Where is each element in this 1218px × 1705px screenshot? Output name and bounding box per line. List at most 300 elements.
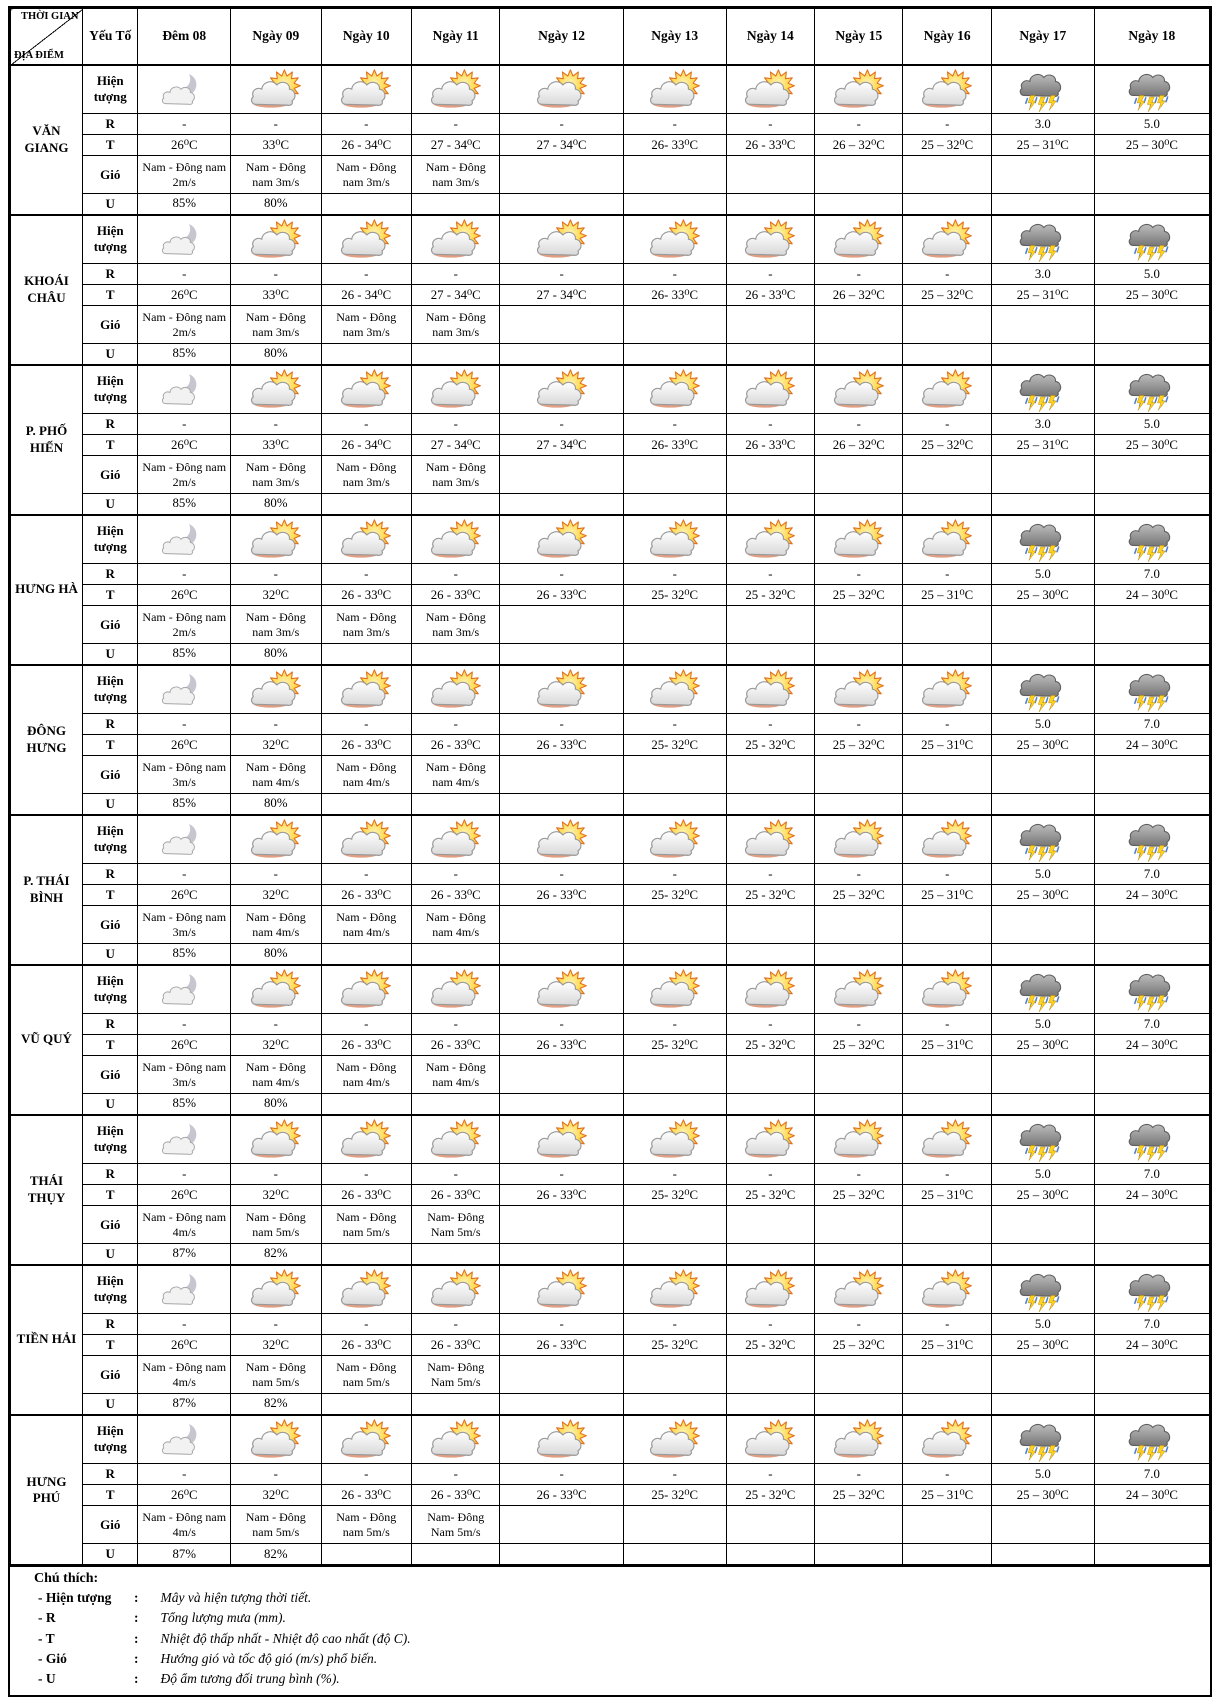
temp-value: 25 - 32⁰C [726,1035,814,1056]
temp-value: 27 - 34⁰C [412,435,500,456]
temp-value: 26 - 33⁰C [500,585,623,606]
sun-cloud-icon [429,669,483,711]
rain-value: - [726,414,814,435]
temp-value: 25 – 32⁰C [903,435,991,456]
phenomenon-cell [138,365,231,414]
phenomenon-cell [321,665,411,714]
humidity-value [412,644,500,665]
humidity-value [726,944,814,965]
humidity-value [321,1094,411,1115]
temp-value: 26⁰C [138,1035,231,1056]
temp-value: 32⁰C [231,735,321,756]
sun-cloud-icon [832,1119,886,1161]
sun-cloud-icon [832,969,886,1011]
humidity-value: 80% [231,344,321,365]
rain-value: 5.0 [991,1164,1094,1185]
phenomenon-cell [321,365,411,414]
temp-value: 26 - 34⁰C [321,435,411,456]
wind-value [623,1506,726,1544]
humidity-value [815,194,903,215]
phenomenon-cell [138,665,231,714]
factor-label: U [82,644,138,665]
temp-value: 32⁰C [231,1185,321,1206]
phenomenon-cell [903,1265,991,1314]
factor-label: Gió [82,1506,138,1544]
factor-label: Hiện tượng [82,1115,138,1164]
wind-value [1094,606,1209,644]
humidity-value [321,494,411,515]
rain-value: - [231,1014,321,1035]
sun-cloud-icon [920,1269,974,1311]
phenomenon-cell [321,965,411,1014]
wind-value [1094,1056,1209,1094]
wind-value [500,1056,623,1094]
rain-value: 5.0 [991,864,1094,885]
temp-value: 26- 33⁰C [623,285,726,306]
sun-cloud-icon [339,219,393,261]
factor-label: Hiện tượng [82,215,138,264]
factor-label: U [82,1394,138,1415]
factor-label: R [82,1314,138,1335]
humidity-value [412,1544,500,1565]
sun-cloud-icon [832,819,886,861]
rain-value: 3.0 [991,264,1094,285]
wind-value [1094,156,1209,194]
rain-value: - [623,264,726,285]
moon-cloud-icon [162,372,206,408]
legend-colon: : [134,1610,139,1626]
temp-value: 26 - 33⁰C [321,1485,411,1506]
wind-value [726,1206,814,1244]
day-header: Ngày 10 [321,9,411,65]
humidity-value [991,644,1094,665]
phenomenon-cell [815,1415,903,1464]
phenomenon-cell [231,215,321,264]
wind-value [815,1056,903,1094]
sun-cloud-icon [535,1119,589,1161]
location-name: ĐÔNG HƯNG [11,665,83,815]
temp-value: 25 – 31⁰C [903,885,991,906]
wind-value [903,906,991,944]
rain-value: - [231,1164,321,1185]
wind-value [623,156,726,194]
temp-value: 25 - 32⁰C [726,885,814,906]
humidity-value [903,1094,991,1115]
humidity-value [500,794,623,815]
phenomenon-cell [231,1265,321,1314]
wind-value [623,756,726,794]
wind-value: Nam - Đông nam 4m/s [138,1356,231,1394]
humidity-value: 80% [231,794,321,815]
phenomenon-cell [726,1115,814,1164]
humidity-value [726,794,814,815]
rain-value: - [321,1464,411,1485]
sun-cloud-icon [743,69,797,111]
wind-value [991,1206,1094,1244]
wind-value [991,156,1094,194]
sun-cloud-icon [743,969,797,1011]
wind-value [815,1356,903,1394]
temp-value: 26 - 33⁰C [321,1185,411,1206]
humidity-value [623,1244,726,1265]
sun-cloud-icon [535,1269,589,1311]
storm-rain-icon [1018,67,1068,113]
phenomenon-cell [726,365,814,414]
temp-value: 32⁰C [231,1335,321,1356]
wind-value [815,906,903,944]
phenomenon-cell [815,815,903,864]
temp-value: 24 – 30⁰C [1094,1035,1209,1056]
humidity-value [623,344,726,365]
phenomenon-cell [500,1115,623,1164]
moon-cloud-icon [162,222,206,258]
temp-value: 27 - 34⁰C [500,435,623,456]
humidity-value [726,1094,814,1115]
rain-value: - [500,1164,623,1185]
humidity-value: 82% [231,1244,321,1265]
rain-value: - [903,714,991,735]
rain-value: - [138,1464,231,1485]
humidity-value [412,944,500,965]
forecast-table [10,8,1210,1565]
temp-value: 26⁰C [138,435,231,456]
temp-value: 26- 33⁰C [623,135,726,156]
sun-cloud-icon [920,969,974,1011]
temp-value: 25 – 31⁰C [991,135,1094,156]
wind-value [1094,906,1209,944]
wind-value [623,1206,726,1244]
temp-value: 26⁰C [138,1185,231,1206]
temp-value: 26 - 33⁰C [500,1035,623,1056]
day-header: Ngày 16 [903,9,991,65]
legend-colon: : [134,1630,139,1646]
humidity-value [623,944,726,965]
storm-rain-icon [1018,367,1068,413]
temp-value: 24 – 30⁰C [1094,735,1209,756]
rain-value: - [412,414,500,435]
legend-title: Chú thích: [34,1571,99,1586]
wind-value [1094,756,1209,794]
rain-value: 5.0 [1094,414,1209,435]
temp-value: 26⁰C [138,135,231,156]
wind-value [500,456,623,494]
phenomenon-cell [726,665,814,714]
rain-value: - [623,114,726,135]
sun-cloud-icon [648,219,702,261]
temp-value: 25 – 32⁰C [903,135,991,156]
wind-value: Nam - Đông nam 2m/s [138,156,231,194]
humidity-value: 80% [231,194,321,215]
rain-value: - [500,1464,623,1485]
temp-value: 25 - 32⁰C [726,735,814,756]
temp-value: 25 – 30⁰C [991,1335,1094,1356]
temp-value: 25- 32⁰C [623,1035,726,1056]
storm-rain-icon [1127,967,1177,1013]
day-header: Ngày 09 [231,9,321,65]
sun-cloud-icon [920,1419,974,1461]
day-header: Ngày 15 [815,9,903,65]
wind-value: Nam - Đông nam 3m/s [231,156,321,194]
storm-rain-icon [1127,667,1177,713]
rain-value: 5.0 [991,1464,1094,1485]
rain-value: - [321,1164,411,1185]
sun-cloud-icon [535,669,589,711]
humidity-value [815,1094,903,1115]
wind-value: Nam - Đông nam 5m/s [231,1206,321,1244]
temp-value: 25 – 32⁰C [815,585,903,606]
wind-value [500,606,623,644]
phenomenon-cell [726,815,814,864]
wind-value [1094,1506,1209,1544]
temp-value: 27 - 34⁰C [412,135,500,156]
rain-value: 7.0 [1094,1164,1209,1185]
humidity-value [726,344,814,365]
sun-cloud-icon [648,1419,702,1461]
wind-value [500,156,623,194]
temp-value: 24 – 30⁰C [1094,885,1209,906]
temp-value: 32⁰C [231,585,321,606]
location-name: KHOÁI CHÂU [11,215,83,365]
phenomenon-cell [903,1415,991,1464]
factor-label: U [82,344,138,365]
temp-value: 26 - 33⁰C [500,1485,623,1506]
temp-value: 25 – 31⁰C [903,1185,991,1206]
temp-value: 26- 33⁰C [623,435,726,456]
rain-value: - [903,864,991,885]
factor-label: U [82,944,138,965]
temp-value: 26 - 33⁰C [412,1485,500,1506]
temp-value: 25- 32⁰C [623,885,726,906]
rain-value: - [412,1314,500,1335]
temp-value: 25 – 31⁰C [903,1035,991,1056]
rain-value: - [726,864,814,885]
phenomenon-cell [1094,215,1209,264]
humidity-value [321,1244,411,1265]
wind-value: Nam- Đông Nam 5m/s [412,1506,500,1544]
rain-value: - [500,564,623,585]
phenomenon-cell [726,65,814,114]
sun-cloud-icon [743,819,797,861]
phenomenon-cell [321,515,411,564]
rain-value: - [412,714,500,735]
humidity-value: 85% [138,1094,231,1115]
sun-cloud-icon [339,1269,393,1311]
legend-item [38,1629,1200,1649]
rain-value: - [623,564,726,585]
factor-label: R [82,864,138,885]
temp-value: 25- 32⁰C [623,1185,726,1206]
temp-value: 24 – 30⁰C [1094,1335,1209,1356]
humidity-value [1094,344,1209,365]
phenomenon-cell [231,665,321,714]
rain-value: - [815,114,903,135]
sun-cloud-icon [648,369,702,411]
phenomenon-cell [815,65,903,114]
legend-item [38,1669,1200,1689]
factor-label: U [82,794,138,815]
temp-value: 26⁰C [138,1335,231,1356]
temp-value: 26 - 33⁰C [321,585,411,606]
phenomenon-cell [412,65,500,114]
phenomenon-cell [231,65,321,114]
humidity-value [412,494,500,515]
rain-value: 5.0 [991,564,1094,585]
humidity-value [903,944,991,965]
sun-cloud-icon [429,519,483,561]
humidity-value [903,194,991,215]
humidity-value [903,1244,991,1265]
rain-value: - [412,1464,500,1485]
rain-value: - [815,1014,903,1035]
wind-value: Nam - Đông nam 3m/s [231,456,321,494]
humidity-value [321,1394,411,1415]
phenomenon-cell [231,965,321,1014]
rain-value: - [726,1014,814,1035]
moon-cloud-icon [162,1422,206,1458]
wind-value [815,306,903,344]
moon-cloud-icon [162,972,206,1008]
phenomenon-cell [412,215,500,264]
factor-label: Hiện tượng [82,1415,138,1464]
humidity-value [1094,494,1209,515]
rain-value: - [623,1314,726,1335]
phenomenon-cell [231,365,321,414]
rain-value: - [138,1314,231,1335]
temp-value: 25- 32⁰C [623,585,726,606]
phenomenon-cell [321,1415,411,1464]
sun-cloud-icon [832,1269,886,1311]
wind-value: Nam- Đông Nam 5m/s [412,1206,500,1244]
sun-cloud-icon [249,69,303,111]
wind-value: Nam - Đông nam 3m/s [138,756,231,794]
wind-value: Nam - Đông nam 3m/s [412,456,500,494]
temp-value: 25 – 31⁰C [903,585,991,606]
wind-value [726,456,814,494]
temp-value: 25 - 32⁰C [726,1335,814,1356]
sun-cloud-icon [648,669,702,711]
sun-cloud-icon [249,1119,303,1161]
storm-rain-icon [1018,817,1068,863]
phenomenon-cell [1094,665,1209,714]
phenomenon-cell [815,1265,903,1314]
location-name: VĂN GIANG [11,65,83,215]
humidity-value [623,1544,726,1565]
sun-cloud-icon [339,969,393,1011]
wind-value [500,1356,623,1394]
rain-value: - [412,864,500,885]
factor-label: T [82,435,138,456]
phenomenon-cell [903,1115,991,1164]
temp-value: 25 - 32⁰C [726,585,814,606]
factor-label: R [82,564,138,585]
wind-value: Nam - Đông nam 3m/s [412,306,500,344]
rain-value: - [412,564,500,585]
storm-rain-icon [1127,1417,1177,1463]
factor-label: U [82,194,138,215]
temp-value: 26 – 32⁰C [815,435,903,456]
legend-item [38,1649,1200,1669]
rain-value: - [138,864,231,885]
wind-value [991,1356,1094,1394]
humidity-value [815,644,903,665]
factor-label: T [82,735,138,756]
humidity-value [321,1544,411,1565]
humidity-value [321,344,411,365]
wind-value [815,1206,903,1244]
temp-value: 33⁰C [231,285,321,306]
humidity-value [991,1244,1094,1265]
sun-cloud-icon [339,69,393,111]
rain-value: - [231,1464,321,1485]
wind-value [991,906,1094,944]
factor-label: Gió [82,1056,138,1094]
wind-value: Nam - Đông nam 4m/s [138,1506,231,1544]
storm-rain-icon [1018,1267,1068,1313]
sun-cloud-icon [648,69,702,111]
temp-value: 26 - 33⁰C [321,735,411,756]
phenomenon-cell [815,965,903,1014]
phenomenon-cell [138,1265,231,1314]
temp-value: 27 - 34⁰C [500,135,623,156]
day-header: Ngày 12 [500,9,623,65]
factor-label: Gió [82,156,138,194]
factor-label: T [82,1035,138,1056]
wind-value [726,1506,814,1544]
legend-item [38,1588,1200,1608]
temp-value: 26⁰C [138,585,231,606]
rain-value: - [623,1164,726,1185]
wind-value [1094,1206,1209,1244]
phenomenon-cell [623,65,726,114]
rain-value: - [138,264,231,285]
wind-value [623,306,726,344]
temp-value: 25 – 30⁰C [991,885,1094,906]
sun-cloud-icon [429,69,483,111]
phenomenon-cell [903,65,991,114]
phenomenon-cell [412,1265,500,1314]
rain-value: - [138,114,231,135]
rain-value: - [500,414,623,435]
wind-value [500,906,623,944]
phenomenon-cell [412,815,500,864]
wind-value [726,306,814,344]
rain-value: - [726,714,814,735]
storm-rain-icon [1018,667,1068,713]
temp-value: 26 - 33⁰C [412,1185,500,1206]
factor-label: R [82,264,138,285]
phenomenon-cell [815,1115,903,1164]
rain-value: 7.0 [1094,1464,1209,1485]
factor-label: Hiện tượng [82,515,138,564]
humidity-value [412,1244,500,1265]
factor-label: Gió [82,456,138,494]
temp-value: 26 - 33⁰C [321,1335,411,1356]
sun-cloud-icon [832,219,886,261]
storm-rain-icon [1018,967,1068,1013]
factor-label: Gió [82,306,138,344]
factor-label: Gió [82,606,138,644]
rain-value: 5.0 [991,1014,1094,1035]
humidity-value [321,194,411,215]
temp-value: 33⁰C [231,135,321,156]
wind-value [903,1356,991,1394]
wind-value: Nam - Đông nam 3m/s [321,156,411,194]
temp-value: 26 - 34⁰C [321,135,411,156]
sun-cloud-icon [920,1119,974,1161]
sun-cloud-icon [648,519,702,561]
phenomenon-cell [623,215,726,264]
sun-cloud-icon [249,1419,303,1461]
